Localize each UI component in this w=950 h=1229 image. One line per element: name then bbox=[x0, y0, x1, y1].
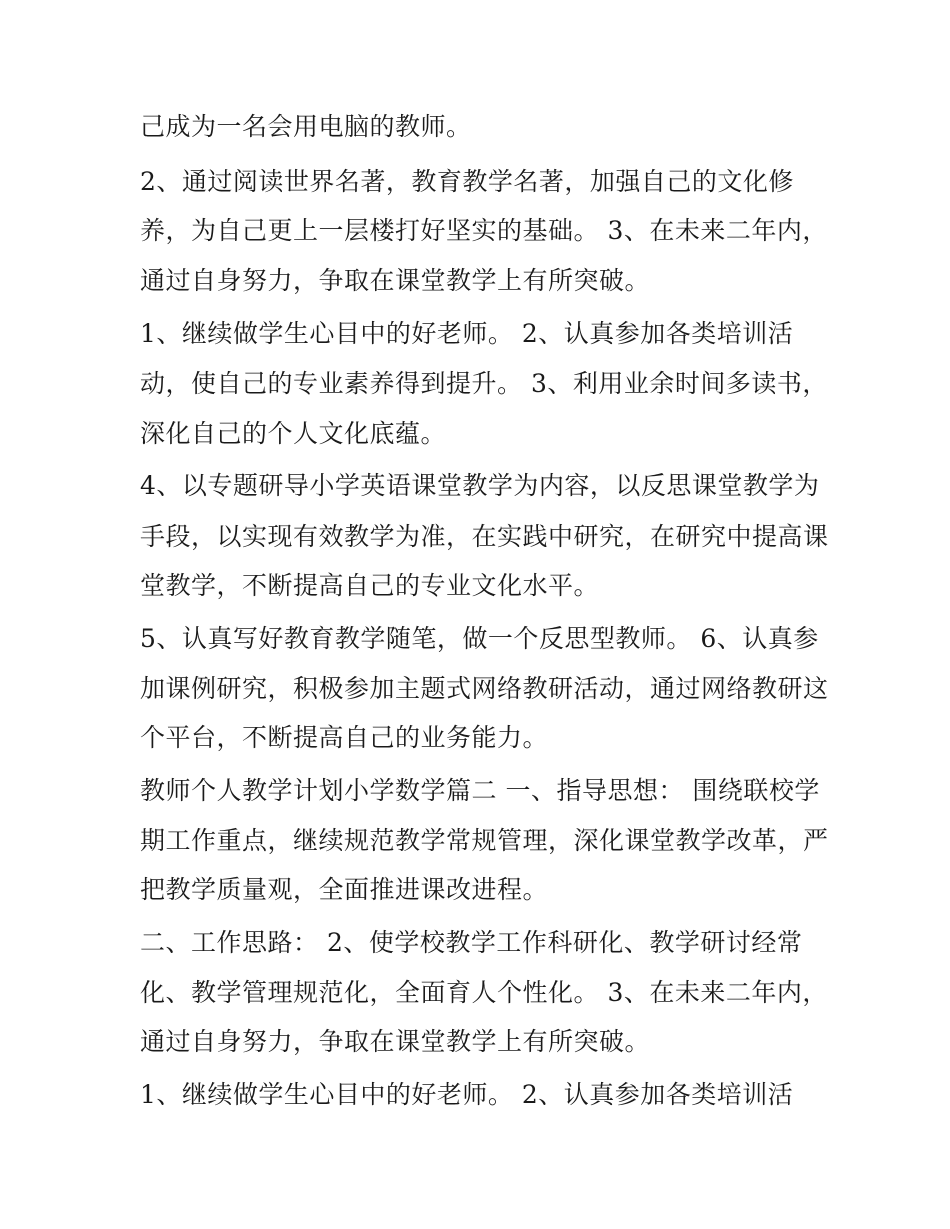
text-line: 化、教学管理规范化，全面育人个性化。 3、在未来二年内， bbox=[140, 978, 828, 1007]
text-line: 1、继续做学生心目中的好老师。 2、认真参加各类培训活 bbox=[140, 319, 794, 348]
text-line: 己成为一名会用电脑的教师。 bbox=[140, 112, 472, 141]
text-line: 二、工作思路： 2、使学校教学工作科研化、教学研讨经常 bbox=[140, 928, 803, 957]
text-line: 4、以专题研导小学英语课堂教学为内容，以反思课堂教学为 bbox=[140, 471, 820, 500]
text-line: 1、继续做学生心目中的好老师。 2、认真参加各类培训活 bbox=[140, 1080, 794, 1109]
text-line: 期工作重点，继续规范教学常规管理，深化课堂教学改革，严 bbox=[140, 826, 829, 855]
text-line: 手段，以实现有效教学为准，在实践中研究，在研究中提高课 bbox=[140, 522, 829, 551]
text-line: 养，为自己更上一层楼打好坚实的基础。 3、在未来二年内， bbox=[140, 216, 828, 245]
text-line: 教师个人教学计划小学数学篇二 一、指导思想： 围绕联校学 bbox=[140, 776, 820, 805]
text-line: 动，使自己的专业素养得到提升。 3、利用业余时间多读书， bbox=[140, 369, 828, 398]
text-line: 个平台，不断提高自己的业务能力。 bbox=[140, 723, 549, 752]
text-line: 加课例研究，积极参加主题式网络教研活动，通过网络教研这 bbox=[140, 674, 829, 703]
text-line: 把教学质量观，全面推进课改进程。 bbox=[140, 875, 549, 904]
text-line: 5、认真写好教育教学随笔，做一个反思型教师。 6、认真参 bbox=[140, 624, 819, 653]
text-line: 2、通过阅读世界名著，教育教学名著，加强自己的文化修 bbox=[140, 167, 794, 196]
text-line: 通过自身努力，争取在课堂教学上有所突破。 bbox=[140, 1027, 651, 1056]
text-line: 通过自身努力，争取在课堂教学上有所突破。 bbox=[140, 266, 651, 295]
text-line: 堂教学，不断提高自己的专业文化水平。 bbox=[140, 571, 600, 600]
text-line: 深化自己的个人文化底蕴。 bbox=[140, 419, 447, 448]
